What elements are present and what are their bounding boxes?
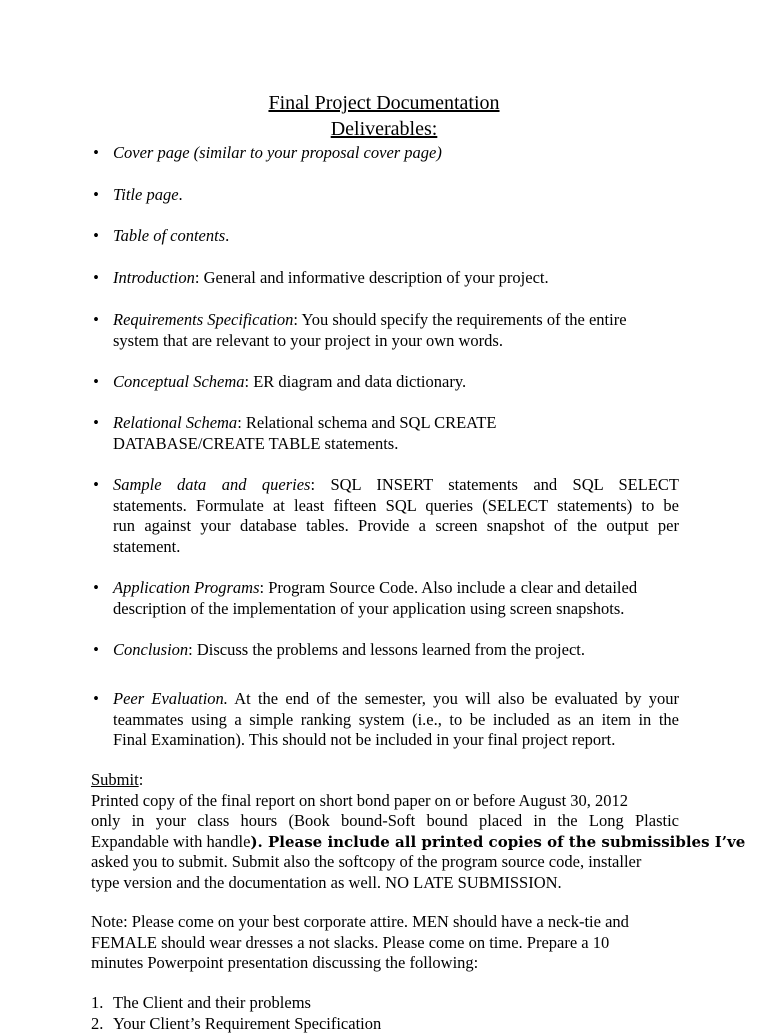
bullet-icon: • [89, 372, 103, 393]
note-text-line: minutes Powerpoint presentation discussing the following: [91, 953, 679, 974]
bullet-icon: • [89, 310, 103, 331]
bullet-icon: • [89, 143, 103, 164]
note-section [91, 912, 679, 974]
bullet-icon: • [89, 413, 103, 434]
list-item: • Peer Evaluation. At the end of the semester, you will also be evaluated by your teammates using a simple ranking system (i.e., to be included as an item in the Final Examination). This should not be included in your final project report. [113, 689, 679, 751]
submit-text-line: asked you to submit. Submit also the softcopy of the program source code, installer [91, 852, 679, 873]
submit-text-line: only in your class hours (Book bound-Soft bound placed in the Long Plastic [91, 811, 679, 832]
list-item: • Relational Schema: Relational schema and SQL CREATE DATABASE/CREATE TABLE statements. [113, 413, 679, 454]
list-item: 2. Your Client’s Requirement Specification [113, 1014, 381, 1034]
list-item: • Requirements Specification: You should specify the requirements of the entire system that are relevant to your project in your own words. [113, 310, 679, 351]
list-item: 1. The Client and their problems [113, 993, 381, 1014]
bullet-icon: • [89, 226, 103, 247]
submit-heading: Submit [91, 770, 139, 789]
note-text-line: Note: Please come on your best corporate attire. MEN should have a neck-tie and [91, 912, 679, 933]
list-item: • Conceptual Schema: ER diagram and data dictionary. [113, 372, 679, 393]
submit-emphasis: ). Please include all printed copies of the submissibles I’ve [250, 833, 745, 851]
bullet-icon: • [89, 475, 103, 496]
bullet-icon: • [89, 578, 103, 599]
list-item: • Application Programs: Program Source Code. Also include a clear and detailed description of the implementation of your application using screen snapshots. [113, 578, 679, 619]
submit-text-line: Printed copy of the final report on short bond paper on or before August 30, 2012 [91, 791, 679, 812]
list-item: • Introduction: General and informative description of your project. [113, 268, 679, 289]
list-item: • Title page. [113, 185, 679, 206]
submit-section: Submit: Printed copy of the final report on short bond paper on or before August 30, 2012 only in your class hours (Book bound-Soft bound placed in the Long Plastic Expandable with handle). Please include all printed copies of the submissibles I’ve asked you to submit. Submit also the softcopy of the program source code, installer type version and the documentation as well. NO LATE SUBMISSION. [91, 770, 679, 893]
submit-text-line: type version and the documentation as well. NO LATE SUBMISSION. [91, 873, 679, 894]
bullet-icon: • [89, 268, 103, 289]
bullet-icon: • [89, 185, 103, 206]
bullet-icon: • [89, 640, 103, 661]
list-item: • Table of contents. [113, 226, 679, 247]
list-item: • Conclusion: Discuss the problems and lessons learned from the project. [113, 640, 679, 661]
note-text-line: FEMALE should wear dresses a not slacks. Please come on time. Prepare a 10 [91, 933, 679, 954]
list-item: • Cover page (similar to your proposal cover page) [113, 143, 679, 164]
document-subtitle: Deliverables: [0, 117, 768, 141]
discussion-list [113, 993, 381, 1034]
bullet-icon: • [89, 689, 103, 710]
list-item: • Sample data and queries: SQL INSERT statements and SQL SELECT statements. Formulate at least fifteen SQL queries (SELECT statements) to be run against your database tables. Provide a screen snapshot of the output per statement. [113, 475, 679, 557]
document-title: Final Project Documentation [0, 91, 768, 115]
